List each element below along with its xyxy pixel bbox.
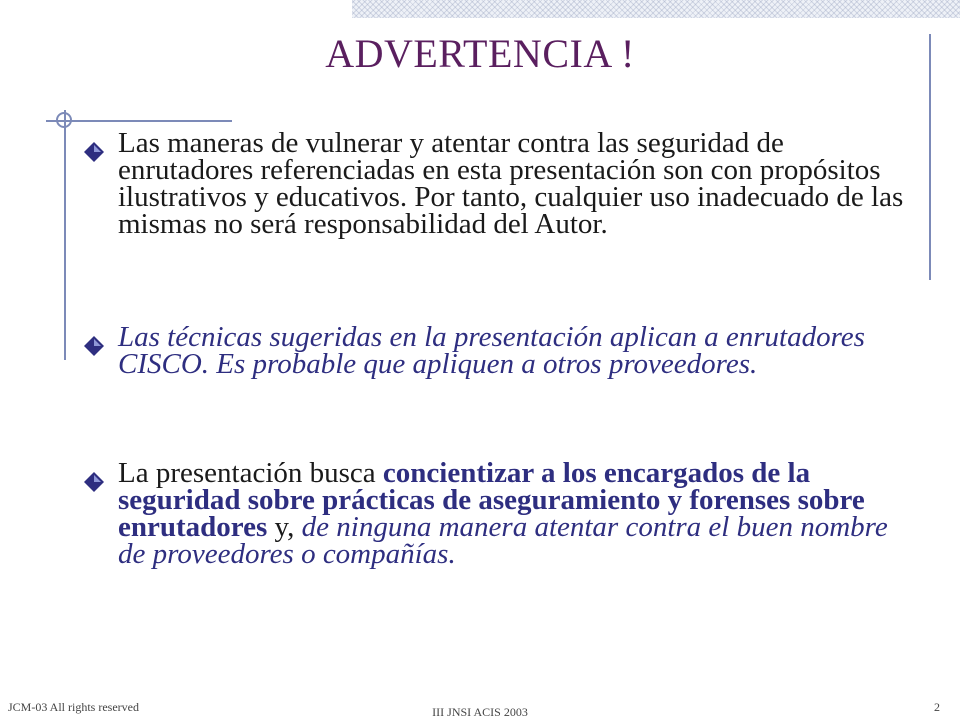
bullet-text-part: La presentación busca bbox=[118, 457, 383, 489]
footer-copyright: JCM-03 All rights reserved bbox=[8, 700, 139, 714]
diamond-bullet-icon bbox=[84, 336, 104, 356]
bullet-item bbox=[84, 321, 914, 380]
bullet-text: Las maneras de vulnerar y atentar contra las seguridad de enrutadores referenciadas en esta presentación son con propósitos ilustrativos y educativos. Por tanto, cualquier uso inadecuado de las mismas no será responsabilidad del Autor. bbox=[118, 127, 904, 240]
bullet-text-bold: concientizar a los encargados de la seguridad sobre prácticas de aseguramiento y forenses sobre enrutadores bbox=[118, 457, 865, 543]
bullet-text: Las técnicas sugeridas en la presentación aplican a enrutadores CISCO. Es probable que apliquen a otros proveedores. bbox=[118, 321, 865, 380]
decorative-vertical-line-left bbox=[64, 110, 66, 360]
bullet-text bbox=[118, 457, 914, 570]
decorative-circle bbox=[56, 112, 72, 128]
slide-title: ADVERTENCIA ! bbox=[325, 31, 635, 76]
bullet-text-part: y, bbox=[267, 511, 302, 543]
page-number: 2 bbox=[934, 700, 940, 714]
bullet-item bbox=[84, 127, 914, 240]
diamond-bullet-icon bbox=[84, 472, 104, 492]
footer-event: III JNSI ACIS 2003 bbox=[432, 705, 528, 719]
diamond-bullet-icon bbox=[84, 142, 104, 162]
bullet-text-italic: de ninguna manera atentar contra el buen nombre de proveedores o compañías. bbox=[118, 511, 888, 570]
decorative-pattern-bar bbox=[352, 0, 960, 18]
bullet-item bbox=[84, 457, 914, 570]
decorative-horizontal-line bbox=[46, 120, 232, 122]
